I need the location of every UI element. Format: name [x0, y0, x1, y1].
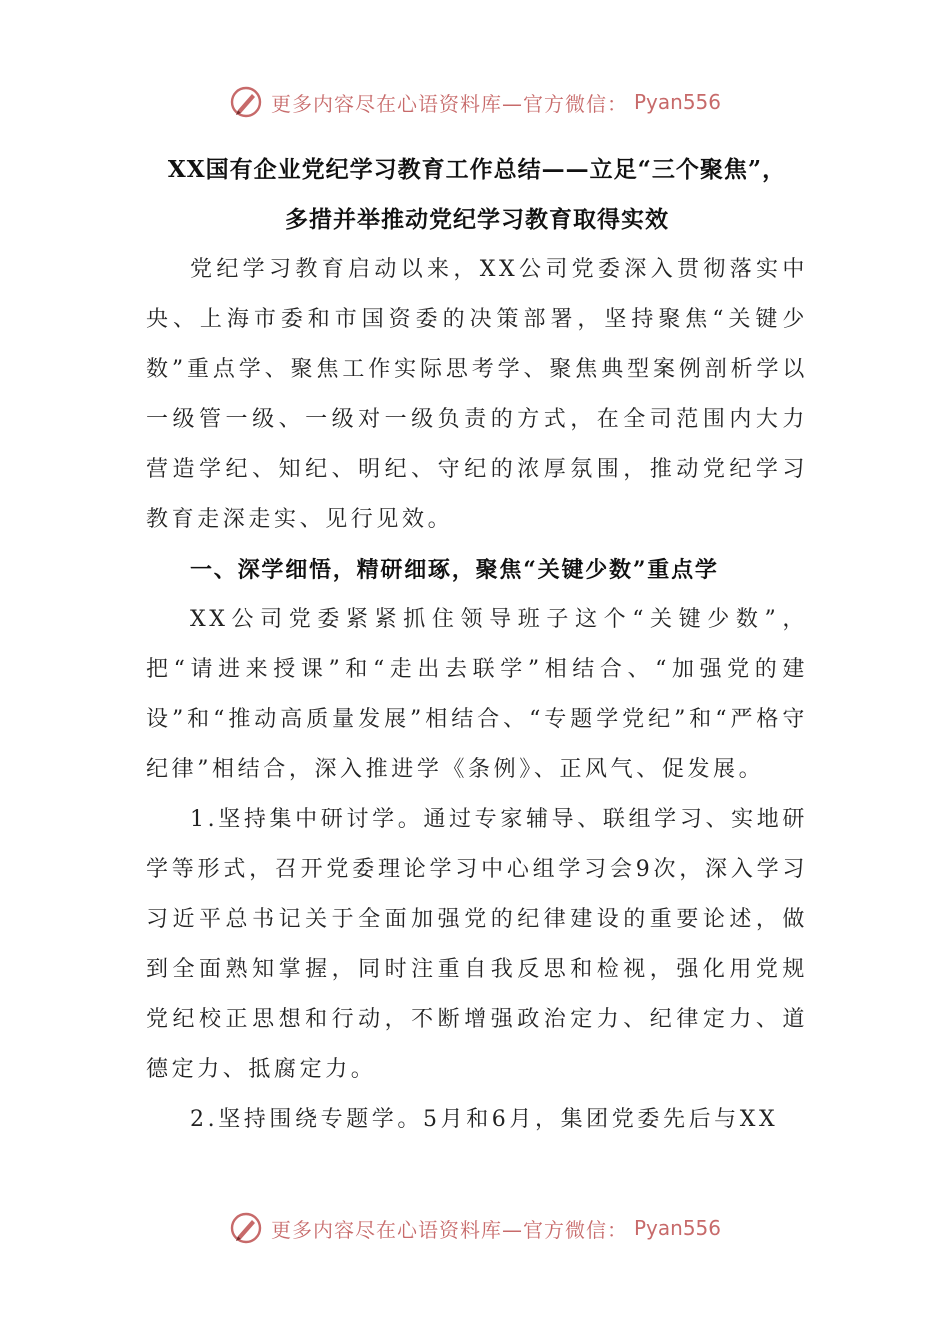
- section1-paragraph: XX公司党委紧紧抓住领导班子这个“关键少数”，把“请进来授课”和“走出去联学”相结合、“加强党的建设”和“推动高质量发展”相结合、“专题学党纪”和“严格守纪律”相结合，深入推进学《条例》、正风气、促发展。: [146, 607, 808, 782]
- intro-paragraph: 党纪学习教育启动以来，XX公司党委深入贯彻落实中央、上海市委和市国资委的决策部署，坚持聚焦“关键少数”重点学、聚焦工作实际思考学、聚焦典型案例剖析学以一级管一级、一级对一级负责的方式，在全司范围内大力营造学纪、知纪、明纪、守纪的浓厚氛围，推动党纪学习教育走深走实、见行见效。: [146, 257, 808, 532]
- list-item-2: 2.坚持围绕专题学。5月和6月，集团党委先后与XX: [190, 1107, 779, 1132]
- list-item-1: 1.坚持集中研讨学。通过专家辅导、联组学习、实地研学等形式，召开党委理论学习中心组学习会9次，深入学习习近平总书记关于全面加强党的纪律建设的重要论述，做到全面熟知掌握，同时注重自我反思和检视，强化用党规党纪校正思想和行动，不断增强政治定力、纪律定力、道德定力、抵腐定力。: [146, 807, 808, 1082]
- section1-heading: 一、深学细悟，精研细琢，聚焦“关键少数”重点学: [190, 557, 719, 583]
- document-body: [146, 145, 808, 1145]
- banner-text: 更多内容尽在心语资料库—官方微信：: [270, 1217, 628, 1242]
- pen-logo-icon: [229, 85, 263, 119]
- document-title-line2: 多措并举推动党纪学习教育取得实效: [285, 206, 669, 233]
- footer-banner: [0, 1206, 950, 1250]
- header-banner: [0, 80, 950, 124]
- document-title-line1: XX国有企业党纪学习教育工作总结——立足“三个聚焦”，: [167, 156, 787, 183]
- pen-logo-icon: [229, 1211, 263, 1245]
- banner-wechat-id: Pyan556: [633, 1216, 721, 1240]
- banner-text: 更多内容尽在心语资料库—官方微信：: [270, 91, 628, 116]
- banner-wechat-id: Pyan556: [633, 90, 721, 114]
